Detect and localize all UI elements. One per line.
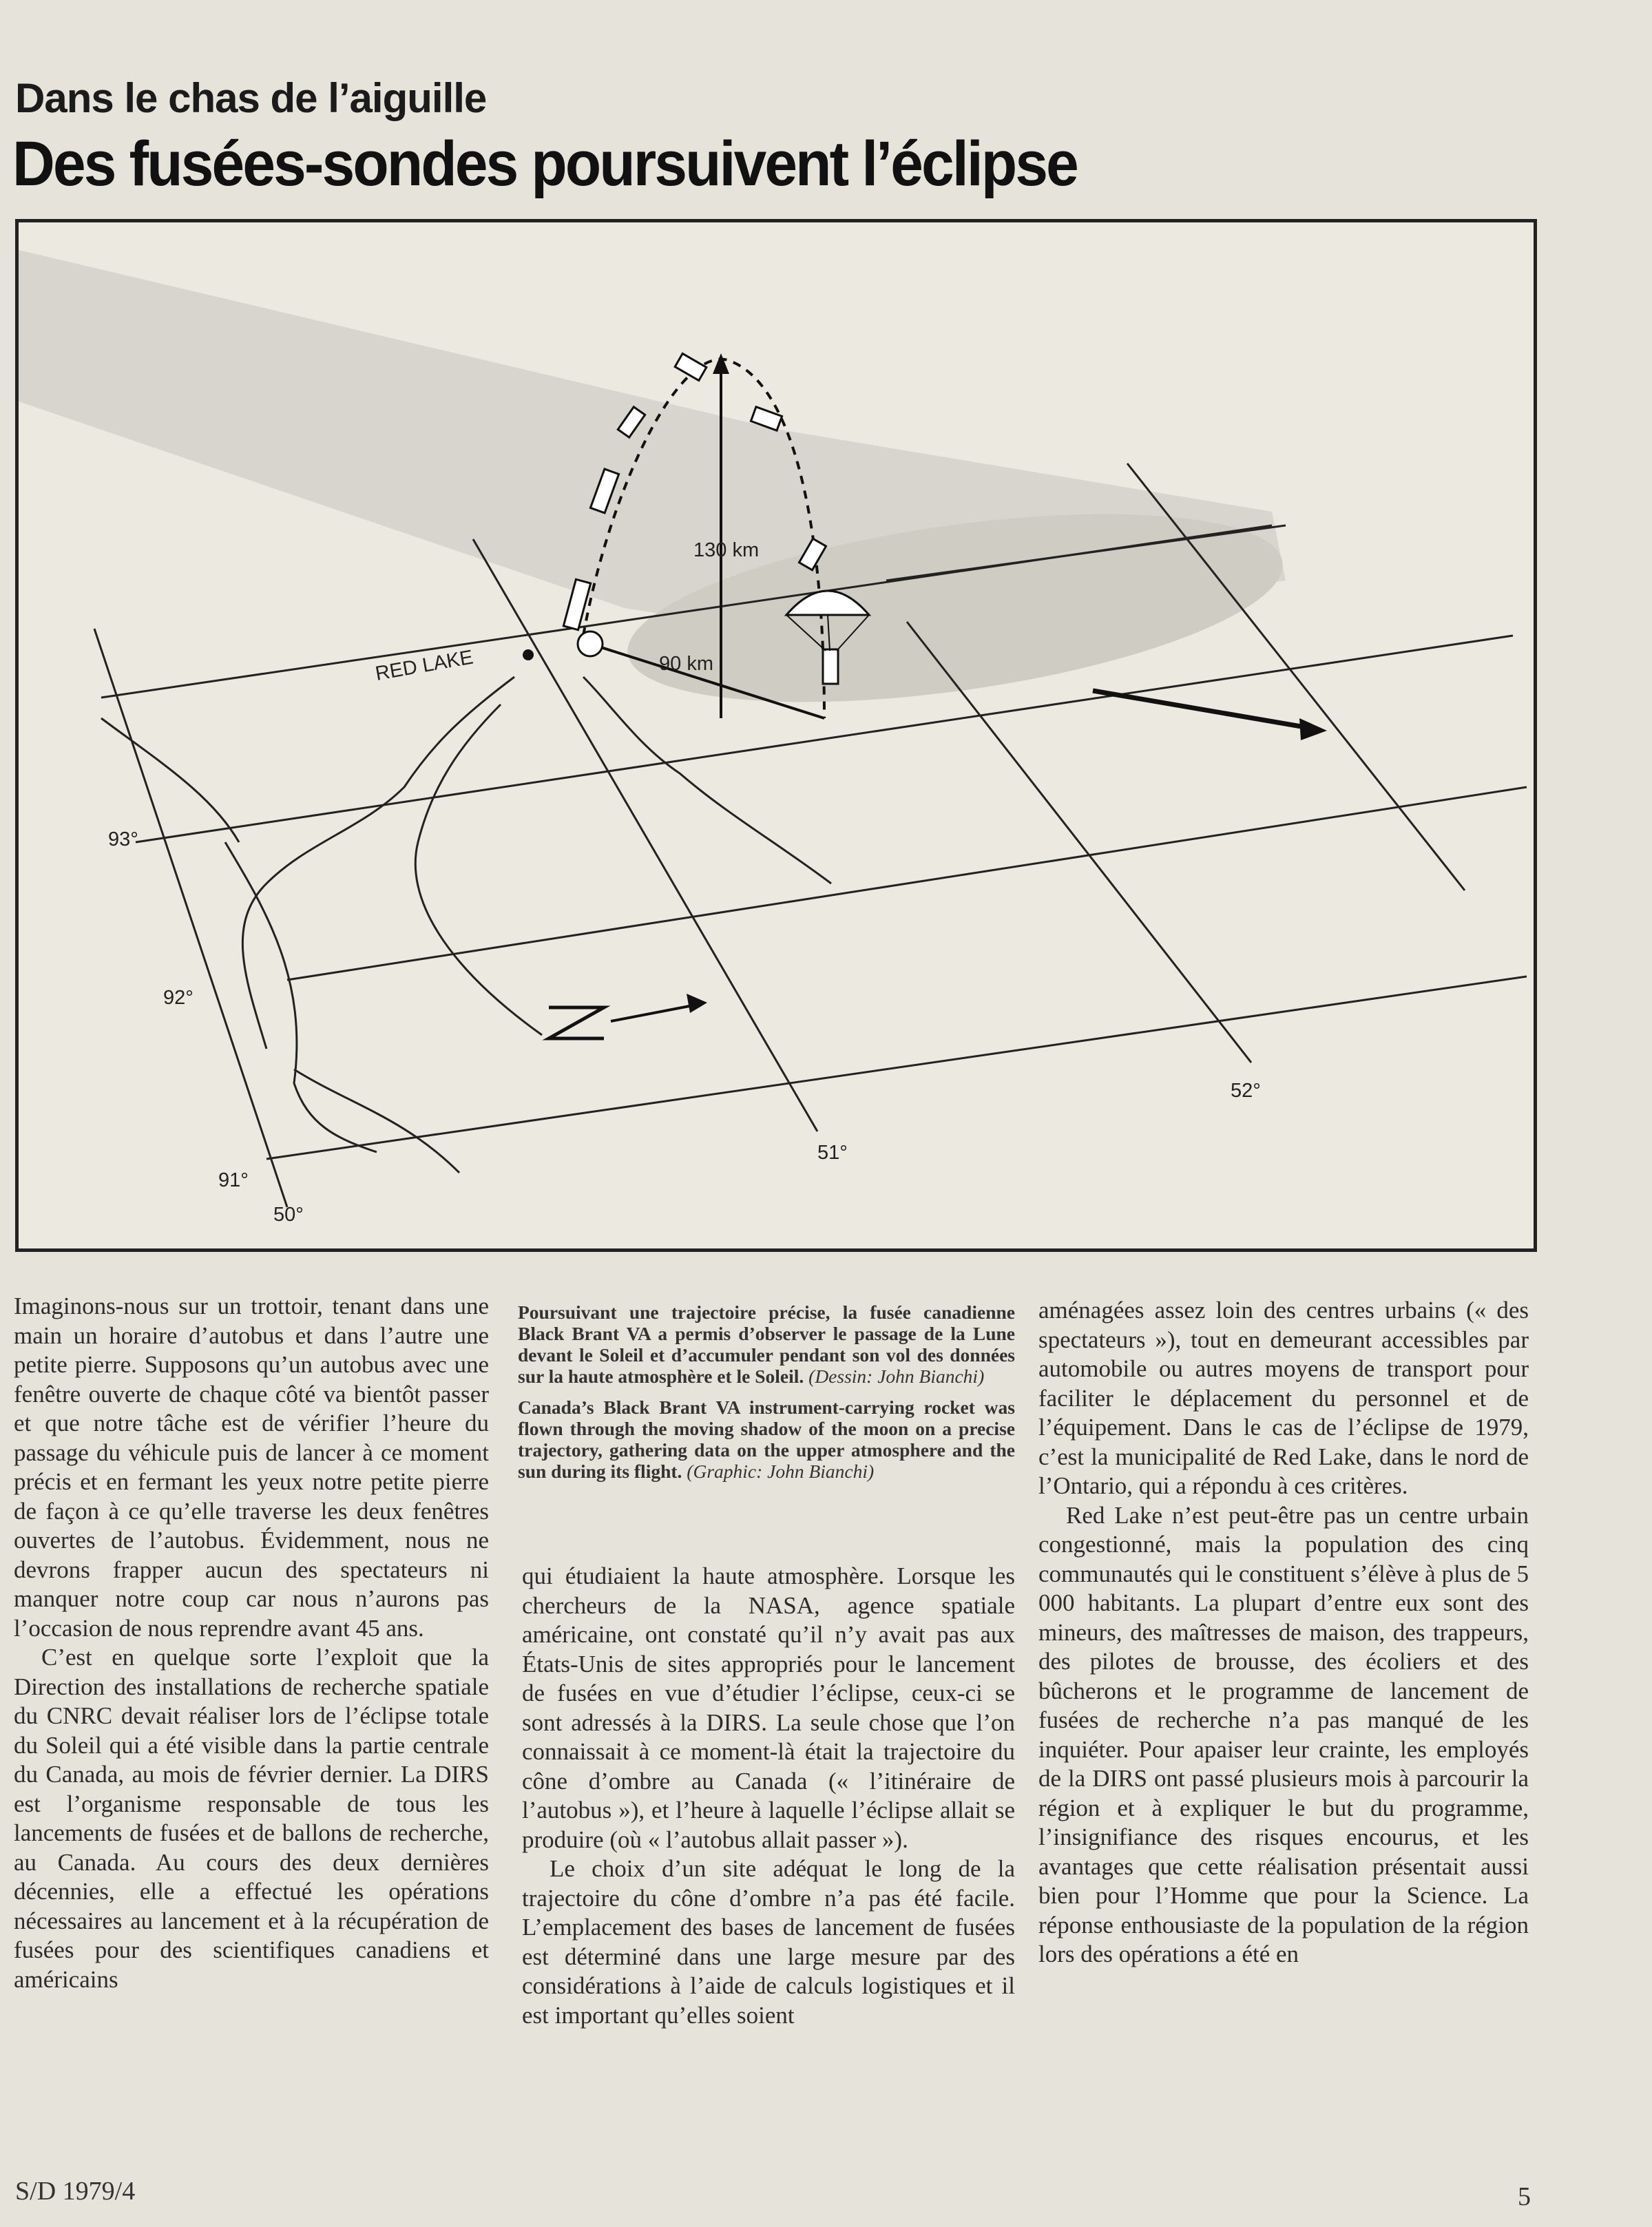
col3-paragraph-1: aménagées assez loin des centres urbains (« des spectateurs »), tout en demeurant accessibles par automobile ou autres moyens de transport pour faciliter le déplacement du personnel et de l’équipement. Dans le cas de l’éclipse de 1979, c’est la municipalité de Red Lake, dans le nord de l’Ontario, qui a répondu à ces critères. xyxy=(1038,1297,1529,1499)
col1-paragraph-1: Imaginons-nous sur un trottoir, tenant dans une main un horaire d’autobus et dans l’autre une petite pierre. Supposons qu’un autobus avec une fenêtre ouverte de chaque côté va bientôt passer et que notre tâche est de vérifier l’heure du passage du véhicule puis de lancer à ce moment précis et en fermant les yeux notre petite pierre de façon à ce qu’elle traverse les deux fenêtres ouvertes de l’autobus. Évidemment, nous ne devrons frapper aucun des spectateurs ni manquer notre coup car nous n’aurons pas l’occasion de nous reprendre avant 45 ans. xyxy=(14,1293,489,1642)
column-1 xyxy=(14,1292,489,1994)
shadow-motion-arrow xyxy=(1093,691,1313,729)
eclipse-rocket-illustration xyxy=(15,219,1537,1252)
caption-french-text: Poursuivant une trajectoire précise, la fusée canadienne Black Brant VA a permis d’observer le passage de la Lune devant le Soleil et d’accumuler pendant son vol des données sur la haute atmosphère et le Soleil. xyxy=(518,1301,1015,1387)
figure-caption xyxy=(518,1301,1015,1492)
coord-93: 93° xyxy=(108,828,138,850)
red-lake-label: RED LAKE xyxy=(373,646,475,685)
north-arrow xyxy=(549,1007,604,1038)
distance-label: 90 km xyxy=(659,653,713,675)
coord-52: 52° xyxy=(1231,1080,1261,1102)
column-2 xyxy=(522,1562,1015,2030)
caption-french xyxy=(518,1301,1015,1387)
article-kicker: Dans le chas de l’aiguille xyxy=(15,75,487,121)
coord-51: 51° xyxy=(817,1142,848,1164)
caption-french-credit: (Dessin: John Bianchi) xyxy=(808,1366,985,1387)
issue-footer: S/D 1979/4 xyxy=(15,2177,136,2206)
col2-paragraph-1: qui étudiaient la haute atmosphère. Lorsque les chercheurs de la NASA, agence spatiale américaine, ont constaté qu’il n’y avait pas aux États-Unis de sites appropriés pour le lancement de fusées en vue d’étudier l’éclipse, ceux-ci se sont adressés à la DIRS. La seule chose que l’on connaissait à ce moment-là était la trajectoire du cône d’ombre au Canada (« l’itinéraire de l’autobus »), et l’heure à laquelle l’éclipse allait se produire (où « l’autobus allait passer »). xyxy=(522,1562,1015,1853)
red-lake-dot xyxy=(523,649,534,660)
coord-50: 50° xyxy=(273,1204,304,1226)
col1-paragraph-2: C’est en quelque sorte l’exploit que la Direction des installations de recherche spatiale du CNRC devait réaliser lors de l’éclipse totale du Soleil qui a été visible dans la partie centrale du Canada, au mois de février dernier. La DIRS est l’organisme responsable de tous les lancements de fusées et de ballons de recherche, au Canada. Au cours des deux dernières décennies, elle a effectué les opérations nécessaires au lancement et à la récupération de fusées pour des scientifiques canadiens et américains xyxy=(14,1644,489,1993)
article-title: Des fusées-sondes poursuivent l’éclipse xyxy=(12,129,1077,199)
col2-paragraph-2: Le choix d’un site adéquat le long de la trajectoire du cône d’ombre n’a pas été facile. L’emplacement des bases de lancement de fusées est déterminé dans une large mesure par des considérations à l’aide de calculs logistiques et il est important qu’elles soient xyxy=(522,1855,1015,2029)
column-3 xyxy=(1038,1296,1529,1969)
altitude-label: 130 km xyxy=(693,539,760,561)
caption-english xyxy=(518,1397,1015,1482)
page-number: 5 xyxy=(1518,2182,1531,2211)
coord-91: 91° xyxy=(218,1169,249,1191)
illustration-drawing xyxy=(19,222,1534,1248)
caption-english-text: Canada’s Black Brant VA instrument-carrying rocket was flown through the moving shadow of the moon on a precise trajectory, gathering data on the upper atmosphere and the sun during its flight. xyxy=(518,1397,1015,1482)
col3-paragraph-2: Red Lake n’est peut-être pas un centre urbain congestionné, mais la population des cinq communautés qui le constituent s’élève à plus de 5 000 habitants. La plupart d’entre eux sont des mineurs, des maîtresses de maison, des trappeurs, des pilotes de brousse, des écoliers et des bûcherons et le programme de lancement de fusées de recherche n’a pas manqué de les inquiéter. Pour apaiser leur crainte, les employés de la DIRS ont passé plusieurs mois à parcourir la région et à expliquer le but du programme, l’insignifiance des risques encourus, et les avantages que cette réalisation présentait aussi bien pour l’Homme que pour la Science. La réponse enthousiaste de la population de la région lors des opérations a été en xyxy=(1038,1501,1529,1967)
rivers xyxy=(101,677,831,1173)
launch-site-marker xyxy=(578,631,603,656)
caption-english-credit: (Graphic: John Bianchi) xyxy=(687,1461,875,1482)
coord-92: 92° xyxy=(163,987,194,1009)
